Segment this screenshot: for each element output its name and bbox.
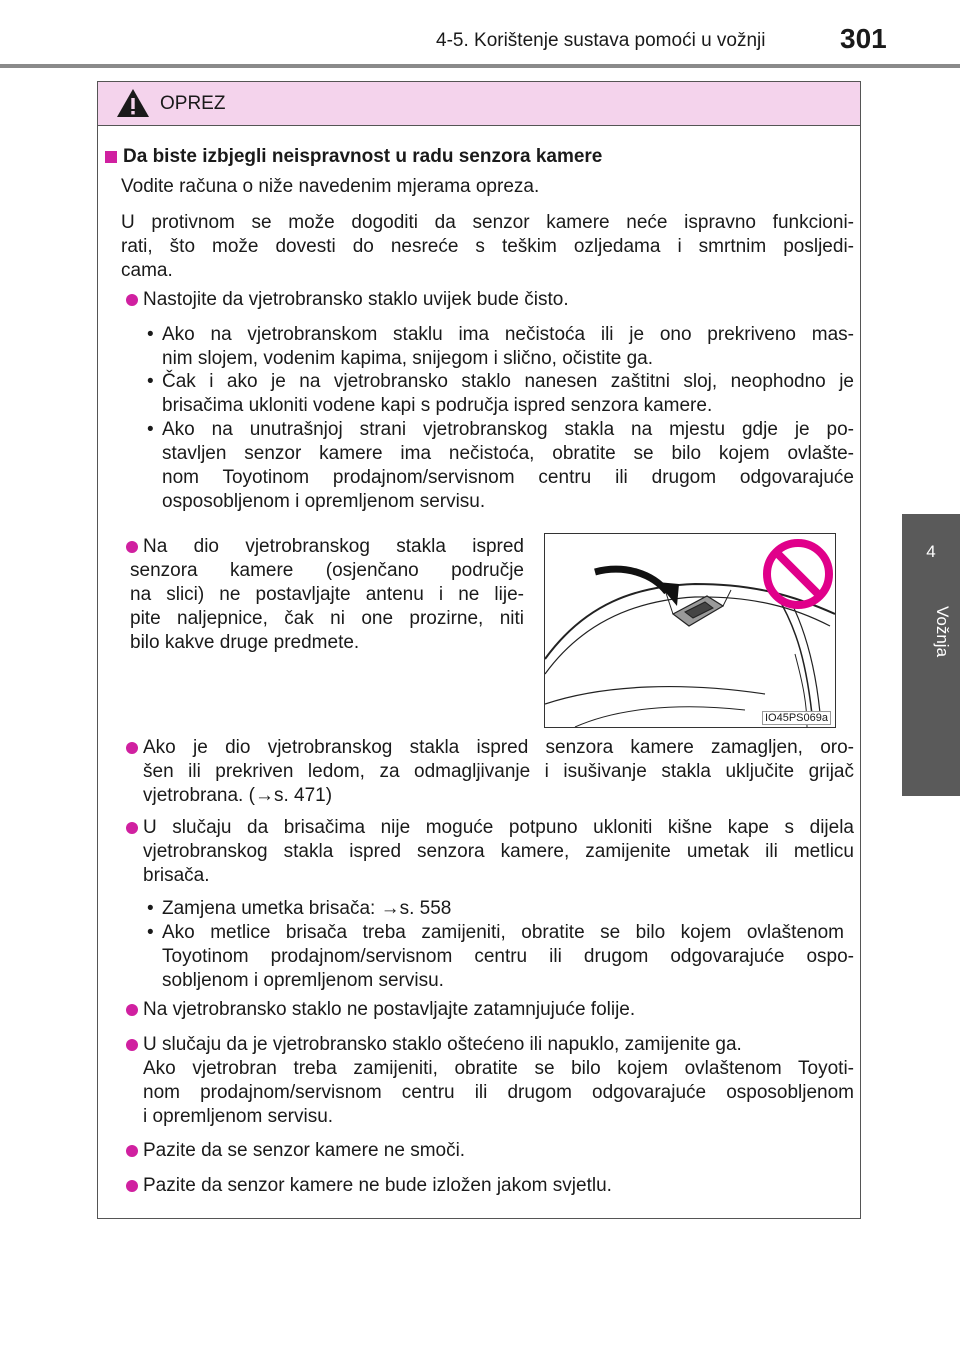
- caution-title: OPREZ: [160, 93, 226, 114]
- caution-heading: Da biste izbjegli neispravnost u radu senzora kamere: [123, 146, 603, 167]
- page-number: 301: [840, 23, 887, 54]
- bullet-no-objects-line-2: senzora kamere (osjenčano područje: [130, 560, 524, 581]
- bullet-dot: [126, 1039, 138, 1051]
- bullet-wiper-line-2: vjetrobranskog stakla ispred senzora kamere, zamijenite umetak ili metlicu: [143, 841, 854, 862]
- warning-line-3: cama.: [121, 260, 173, 281]
- caution-header: [98, 82, 860, 126]
- bullet-no-objects-line-1: Na dio vjetrobranskog stakla ispred: [143, 536, 524, 557]
- bullet-keep-dry: Pazite da se senzor kamere ne smoči.: [143, 1140, 466, 1161]
- warning-triangle-icon: [116, 88, 150, 118]
- bullet-dot: [126, 1004, 138, 1016]
- bullet-damaged-line-2: Ako vjetrobran treba zamijeniti, obratite se bilo kojem ovlaštenom Toyoti-: [143, 1058, 854, 1079]
- sub-item-inside-line-3: nom Toyotinom prodajnom/servisnom centru ili drugom odgovarajuće: [162, 467, 854, 488]
- chapter-tab: [902, 514, 960, 796]
- sub-item-inside-line-4: osposobljenom i opremljenom servisu.: [162, 491, 486, 512]
- bullet-dot: [126, 541, 138, 553]
- sub-item-wiper-blade-line-2: Toyotinom prodajnom/servisnom centru ili drugom odgovarajuće ospo-: [162, 946, 854, 967]
- bullet-dot: [126, 742, 138, 754]
- sub-bullet-dot: •: [147, 324, 154, 345]
- bullet-damaged-line-4: i opremljenom servisu.: [143, 1106, 334, 1127]
- windshield-illustration: [544, 533, 836, 728]
- bullet-dot: [126, 294, 138, 306]
- chapter-title: Vožnja: [933, 606, 952, 658]
- sub-item-wiper-insert: Zamjena umetka brisača: →s. 558: [162, 898, 452, 919]
- section-title: 4-5. Korištenje sustava pomoći u vožnji: [436, 30, 766, 51]
- chapter-number: 4: [926, 542, 936, 561]
- sub-item-dirt-line-1: Ako na vjetrobranskom staklu ima nečistoća ili je ono prekriveno mas-: [162, 324, 854, 345]
- windshield-sensor-drawing: [545, 534, 835, 727]
- bullet-clean-windshield: Nastojite da vjetrobransko staklo uvijek bude čisto.: [143, 289, 569, 310]
- bullet-wiper-line-3: brisača.: [143, 865, 210, 886]
- warning-line-2: rati, što može dovesti do nesreće s teškim ozljedama i smrtnim posljedi-: [121, 236, 854, 257]
- sub-item-coating-line-2: brisačima ukloniti vodene kapi s područja ispred senzora kamere.: [162, 395, 713, 416]
- bullet-damaged-line-1: U slučaju da je vjetrobransko staklo oštećeno ili napuklo, zamijenite ga.: [143, 1034, 742, 1055]
- bullet-no-tint-film: Na vjetrobransko staklo ne postavljajte zatamnjujuće folije.: [143, 999, 636, 1020]
- sub-bullet-dot: •: [147, 371, 154, 392]
- intro-text: Vodite računa o niže navedenim mjerama opreza.: [121, 176, 540, 197]
- bullet-no-strong-light: Pazite da senzor kamere ne bude izložen jakom svjetlu.: [143, 1175, 612, 1196]
- bullet-defog-line-1: Ako je dio vjetrobranskog stakla ispred senzora kamere zamagljen, oro-: [143, 737, 854, 758]
- bullet-dot: [126, 822, 138, 834]
- sub-item-dirt-line-2: nim slojem, vodenim kapima, snijegom i slično, očistite ga.: [162, 348, 654, 369]
- bullet-damaged-line-3: nom prodajnom/servisnom centru ili drugom odgovarajuće osposobljenom: [143, 1082, 854, 1103]
- sub-bullet-dot: •: [147, 922, 154, 943]
- sub-item-inside-line-2: stavljen senzor kamere ima nečistoća, obratite se bilo kojem ovlašte-: [162, 443, 854, 464]
- sub-bullet-dot: •: [147, 419, 154, 440]
- bullet-dot: [126, 1180, 138, 1192]
- sub-bullet-dot: •: [147, 898, 154, 919]
- sub-item-wiper-blade-line-1: Ako metlice brisača treba zamijeniti, obratite se bilo kojem ovlaštenom: [162, 922, 844, 943]
- bullet-no-objects-line-3: na slici) ne postavljajte antenu i ne lije-: [130, 584, 524, 605]
- header-rule: [0, 64, 960, 68]
- bullet-defog-line-3: vjetrobrana. (→s. 471): [143, 785, 333, 806]
- bullet-no-objects-line-4: pite naljepnice, čak ni one prozirne, niti: [130, 608, 524, 629]
- sub-item-wiper-blade-line-3: sobljenom i opremljenom servisu.: [162, 970, 444, 991]
- bullet-dot: [126, 1145, 138, 1157]
- bullet-wiper-line-1: U slučaju da brisačima nije moguće potpuno ukloniti kišne kape s dijela: [143, 817, 854, 838]
- heading-square-bullet: [105, 151, 117, 163]
- bullet-defog-line-2: šen ili prekriven ledom, za odmagljivanje i isušivanje stakla uključite grijač: [143, 761, 854, 782]
- bullet-no-objects-line-5: bilo kakve druge predmete.: [130, 632, 360, 653]
- sub-item-inside-line-1: Ako na unutrašnjoj strani vjetrobranskog stakla na mjestu gdje je po-: [162, 419, 854, 440]
- warning-line-1: U protivnom se može dogoditi da senzor kamere neće ispravno funkcioni-: [121, 212, 854, 233]
- sub-item-coating-line-1: Čak i ako je na vjetrobransko staklo nanesen zaštitni sloj, neophodno je: [162, 371, 854, 392]
- figure-label: IO45PS069a: [762, 711, 831, 725]
